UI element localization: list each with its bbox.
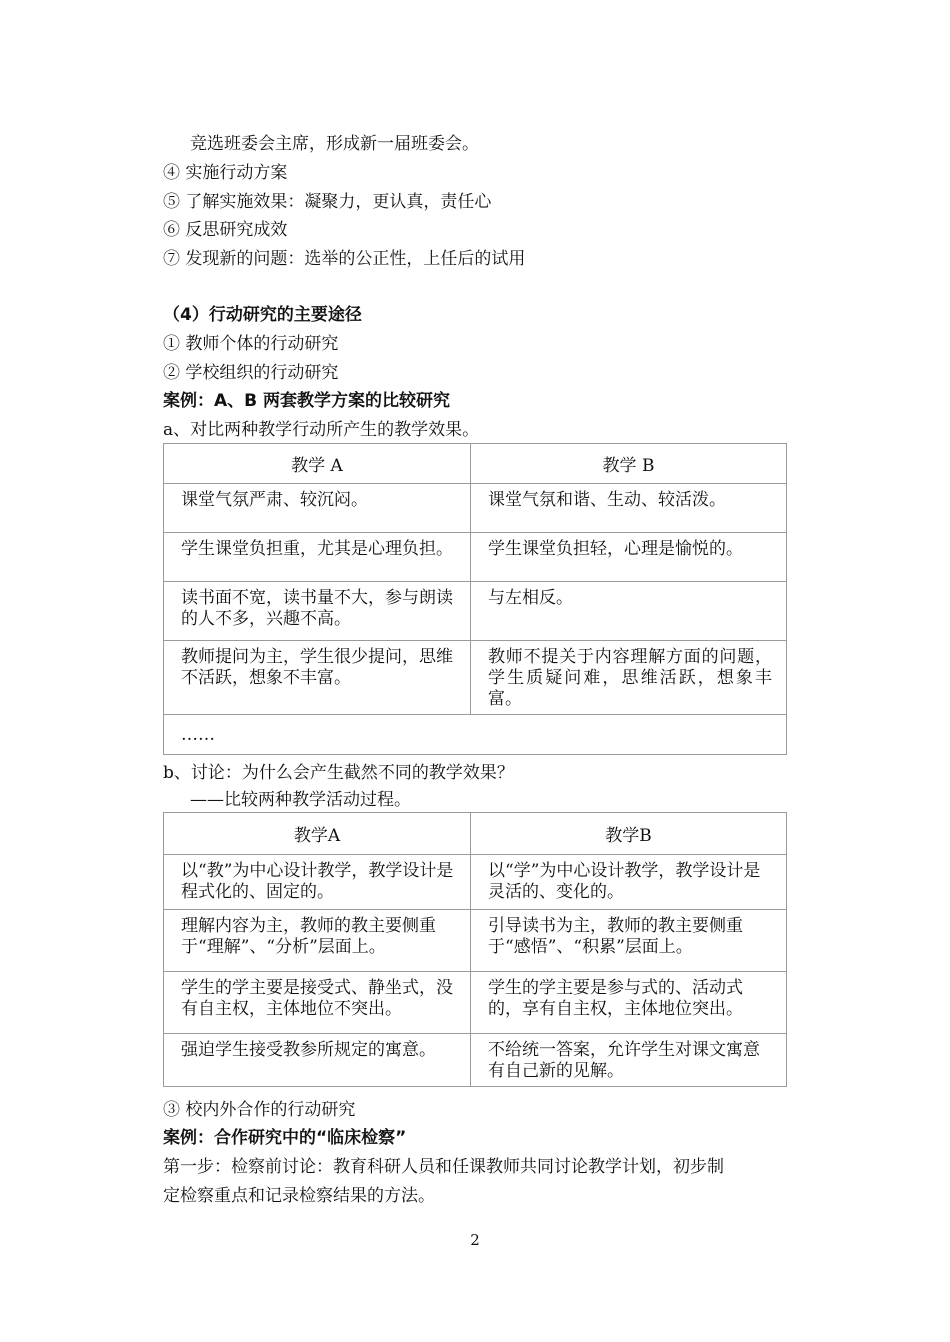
table-cell: 以“教”为中心设计教学，教学设计是程式化的、固定的。 (164, 855, 471, 910)
list-item: ④ 实施行动方案 (163, 163, 288, 183)
table-cell: 课堂气氛严肃、较沉闷。 (164, 484, 471, 533)
table-row (164, 910, 787, 972)
table-cell: 学生课堂负担重，尤其是心理负担。 (164, 533, 471, 582)
table-row (164, 972, 787, 1034)
table-cell: 与左相反。 (471, 582, 787, 641)
table-row (164, 715, 787, 755)
table-header-cell: 教学 B (471, 444, 787, 484)
table-cell: 理解内容为主，教师的教主要侧重于“理解”、“分析”层面上。 (164, 910, 471, 972)
table-cell: 以“学”为中心设计教学，教学设计是灵活的、变化的。 (471, 855, 787, 910)
table-cell: 教师不提关于内容理解方面的问题，学生质疑问难，思维活跃，想象丰富。 (471, 641, 787, 715)
table-header-cell: 教学A (164, 813, 471, 855)
table-header-cell: 教学B (471, 813, 787, 855)
case-heading: 案例：A、B 两套教学方案的比较研究 (163, 391, 451, 411)
list-item: ① 教师个体的行动研究 (163, 334, 339, 354)
table-cell: 不给统一答案，允许学生对课文寓意有自己新的见解。 (471, 1034, 787, 1087)
paragraph-line: 竞选班委会主席，形成新一届班委会。 (190, 134, 479, 154)
comparison-table-effects (163, 443, 787, 755)
table-cell: 教师提问为主，学生很少提问，思维不活跃，想象不丰富。 (164, 641, 471, 715)
table-row (164, 855, 787, 910)
comparison-table-process (163, 812, 787, 1087)
paragraph-line: ——比较两种教学活动过程。 (190, 790, 411, 810)
paragraph-line: b、讨论：为什么会产生截然不同的教学效果？ (163, 763, 514, 783)
paragraph-line: 第一步：检察前讨论：教育科研人员和任课教师共同讨论教学计划，初步制 (163, 1157, 724, 1177)
table-cell: 强迫学生接受教参所规定的寓意。 (164, 1034, 471, 1087)
list-item: ② 学校组织的行动研究 (163, 363, 339, 383)
table-header-row (164, 813, 787, 855)
table-row (164, 1034, 787, 1087)
case-heading: 案例：合作研究中的“临床检察” (163, 1128, 407, 1148)
table-row (164, 582, 787, 641)
table-cell: 课堂气氛和谐、生动、较活泼。 (471, 484, 787, 533)
list-item: ⑥ 反思研究成效 (163, 220, 288, 240)
table-cell: 学生课堂负担轻，心理是愉悦的。 (471, 533, 787, 582)
paragraph-line: 定检察重点和记录检察结果的方法。 (163, 1186, 435, 1206)
table-row (164, 533, 787, 582)
page-number: 2 (470, 1231, 480, 1249)
table-header-cell: 教学 A (164, 444, 471, 484)
paragraph-line: a、对比两种教学行动所产生的教学效果。 (163, 420, 480, 440)
section-heading: （4）行动研究的主要途径 (163, 305, 362, 325)
table-cell: 读书面不宽，读书量不大，参与朗读的人不多，兴趣不高。 (164, 582, 471, 641)
table-cell: 学生的学主要是接受式、静坐式，没有自主权，主体地位不突出。 (164, 972, 471, 1034)
table-header-row (164, 444, 787, 484)
list-item: ⑦ 发现新的问题：选举的公正性，上任后的试用 (163, 249, 526, 269)
list-item: ⑤ 了解实施效果：凝聚力，更认真，责任心 (163, 192, 492, 212)
table-cell-ellipsis: …… (164, 715, 787, 755)
table-row (164, 641, 787, 715)
table-cell: 学生的学主要是参与式的、活动式的，享有自主权，主体地位突出。 (471, 972, 787, 1034)
table-cell: 引导读书为主，教师的教主要侧重于“感悟”、“积累”层面上。 (471, 910, 787, 972)
list-item: ③ 校内外合作的行动研究 (163, 1100, 356, 1120)
table-row (164, 484, 787, 533)
